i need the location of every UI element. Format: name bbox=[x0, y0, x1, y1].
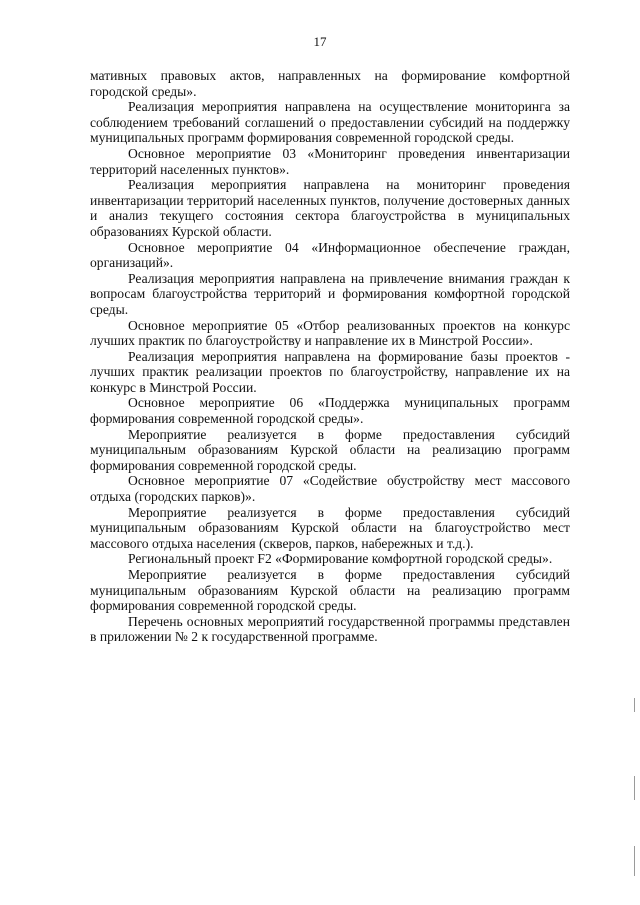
scan-edge-mark bbox=[634, 846, 635, 876]
paragraph: Реализация мероприятия направлена на осуществление мониторинга за соблюдением требований соглашений о предоставлении субсидий на поддержку муниципальных программ формирования современной городской среды. bbox=[90, 99, 570, 146]
paragraph: мативных правовых актов, направленных на формирование комфортной городской среды». bbox=[90, 68, 570, 99]
scan-edge-mark bbox=[634, 776, 635, 800]
paragraph: Основное мероприятие 05 «Отбор реализованных проектов на конкурс лучших практик по благоустройству и направление их в Минстрой России». bbox=[90, 317, 570, 349]
paragraph: Реализация мероприятия направлена на мониторинг проведения инвентаризации территорий населенных пунктов, получение достоверных данных и анализ текущего состояния сектора благоустройства в муниципальных образованиях Курской области. bbox=[90, 177, 570, 239]
paragraph: Основное мероприятие 07 «Содействие обустройству мест массового отдыха (городских парков)». bbox=[90, 473, 570, 505]
paragraph: Мероприятие реализуется в форме предоставления субсидий муниципальным образованиям Курской области на реализацию программ формирования современной городской среды. bbox=[90, 567, 570, 614]
paragraph: Мероприятие реализуется в форме предоставления субсидий муниципальным образованиям Курской области на благоустройство мест массового отдыха населения (скверов, парков, набережных и т.д.). bbox=[90, 504, 570, 551]
paragraph: Реализация мероприятия направлена на привлечение внимания граждан к вопросам благоустройства территорий и формирования комфортной городской среды. bbox=[90, 270, 570, 317]
paragraph: Основное мероприятие 04 «Информационное обеспечение граждан, организаций». bbox=[90, 239, 570, 271]
document-body bbox=[90, 68, 570, 645]
paragraph: Мероприятие реализуется в форме предоставления субсидий муниципальным образованиям Курской области на реализацию программ формирования современной городской среды. bbox=[90, 426, 570, 473]
paragraph: Основное мероприятие 06 «Поддержка муниципальных программ формирования современной городской среды». bbox=[90, 395, 570, 427]
page-number: 17 bbox=[313, 34, 327, 49]
paragraph: Региональный проект F2 «Формирование комфортной городской среды». bbox=[128, 551, 553, 567]
paragraph: Реализация мероприятия направлена на формирование базы проектов - лучших практик реализации проектов по благоустройству, направление их на конкурс в Минстрой России. bbox=[90, 348, 570, 395]
paragraph: Основное мероприятие 03 «Мониторинг проведения инвентаризации территорий населенных пунктов». bbox=[90, 145, 570, 177]
scan-edge-mark bbox=[634, 698, 635, 712]
paragraph: Перечень основных мероприятий государственной программы представлен в приложении № 2 к государственной программе. bbox=[90, 613, 570, 645]
